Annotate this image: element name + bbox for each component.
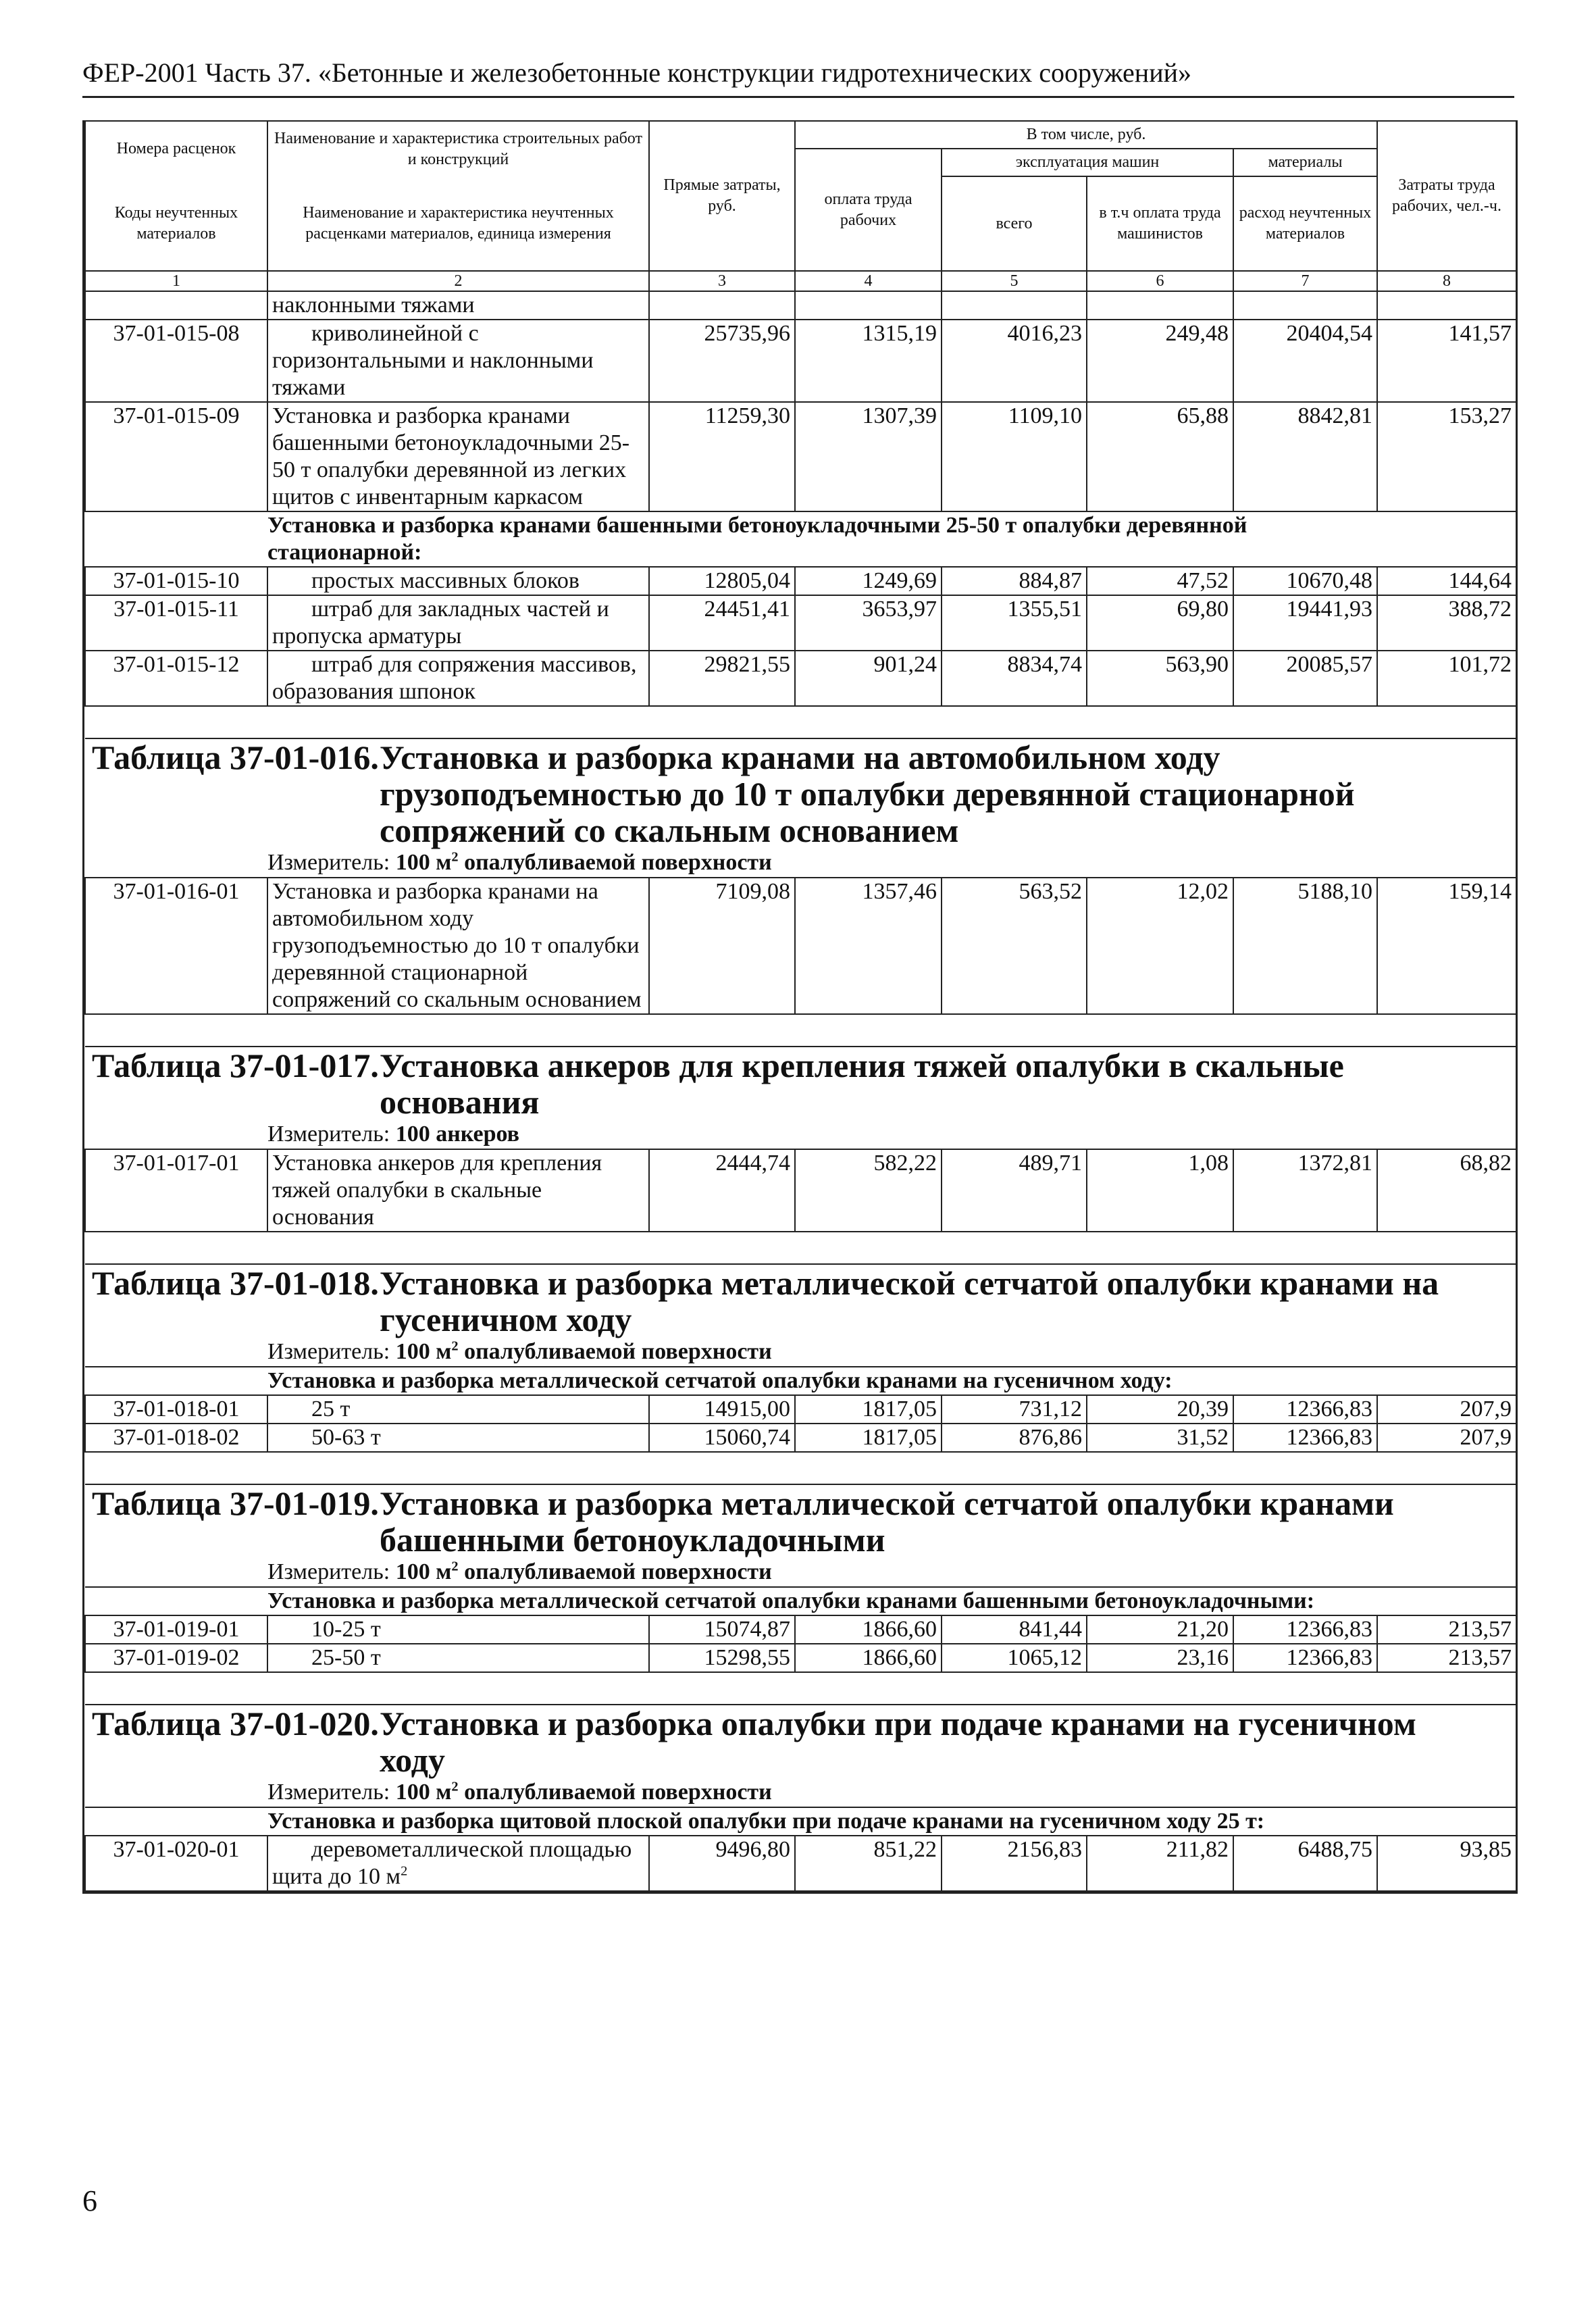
col-header-unaccounted-materials: расход неучтенных материалов [1233,176,1377,271]
table-row [85,1395,1516,1424]
table-row [85,1149,1516,1232]
row-value: 1109,10 [942,402,1087,511]
table-row [85,320,1516,402]
measure-value: 100 анкеров [395,1122,520,1147]
measure-tail: опалубливаемой поверхности [464,1559,772,1585]
row-value: 1817,05 [795,1395,942,1424]
table-title-row [85,1047,1516,1120]
row-value: 1372,81 [1233,1149,1377,1232]
row-value: 19441,93 [1233,595,1377,651]
row-value: 5188,10 [1233,878,1377,1014]
group-title: Установка и разборка кранами башенными бетоноукладочными 25-50 т опалубки деревянной стационарной: [85,511,1516,567]
measure-row [85,1120,1516,1149]
table-row [85,567,1516,595]
group-title: Установка и разборка металлической сетчатой опалубки кранами на гусеничном ходу: [85,1367,1516,1395]
measure-value: 100 м [395,850,452,876]
measure-row [85,1558,1516,1587]
row-value: 31,52 [1087,1424,1233,1452]
row-name: 25-50 т [267,1644,649,1672]
row-name: Установка и разборка кранами на автомобильном ходу грузоподъемностью до 10 т опалубки деревянной стационарной сопряжений со скальным основанием [267,878,649,1014]
table-label: Таблица 37-01-018. [92,1264,379,1303]
row-value: 10670,48 [1233,567,1377,595]
row-value: 47,52 [1087,567,1233,595]
table-title [92,1047,1516,1120]
page-header-title: ФЕР-2001 Часть 37. «Бетонные и железобетонные конструкции гидротехнических сооружений» [82,57,1192,88]
row-code: 37-01-019-01 [85,1615,267,1644]
col-header-machinist-wages: в т.ч оплата труда машинистов [1087,176,1233,271]
row-code: 37-01-015-10 [85,567,267,595]
row-value: 6488,75 [1233,1836,1377,1891]
row-value: 12366,83 [1233,1395,1377,1424]
row-name: 50-63 т [267,1424,649,1452]
row-value: 582,22 [795,1149,942,1232]
row-value: 15298,55 [649,1644,795,1672]
row-code: 37-01-018-02 [85,1424,267,1452]
column-number: 1 [85,271,267,291]
table-title-text: Установка и разборка кранами на автомобильном ходу грузоподъемностью до 10 т опалубки деревянной стационарной сопряжений со скальным основанием [380,738,1355,850]
row-value: 731,12 [942,1395,1087,1424]
row-value: 1866,60 [795,1615,942,1644]
table-title-text: Установка и разборка металлической сетчатой опалубки кранами башенными бетоноукладочными [380,1484,1394,1559]
row-value: 153,27 [1377,402,1516,511]
row-value: 159,14 [1377,878,1516,1014]
row-code: 37-01-015-12 [85,651,267,706]
column-number: 7 [1233,271,1377,291]
table-row [85,651,1516,706]
measure-sup: 2 [451,1780,459,1795]
measure-tail: опалубливаемой поверхности [464,850,772,876]
table-label: Таблица 37-01-016. [92,738,379,777]
measure-label: Измеритель: [267,1559,390,1585]
row-value: 12805,04 [649,567,795,595]
row-code: 37-01-017-01 [85,1149,267,1232]
row-value: 93,85 [1377,1836,1516,1891]
row-code: 37-01-020-01 [85,1836,267,1891]
row-value: 15060,74 [649,1424,795,1452]
row-value: 901,24 [795,651,942,706]
row-value: 144,64 [1377,567,1516,595]
table-label: Таблица 37-01-017. [92,1047,379,1085]
row-value: 12366,83 [1233,1644,1377,1672]
row-name: криволинейной с горизонтальными и наклонными тяжами [267,320,649,402]
row-name-text: деревометаллической площадью щита до 10 м [272,1837,632,1890]
row-value: 1307,39 [795,402,942,511]
group-title: Установка и разборка щитовой плоской опалубки при подаче кранами на гусеничном ходу 25 т: [85,1807,1516,1836]
row-name: простых массивных блоков [267,567,649,595]
column-number: 5 [942,271,1087,291]
measure-label: Измеритель: [267,850,390,876]
table-title [92,1705,1516,1778]
row-name [267,1836,649,1891]
row-code: 37-01-015-09 [85,402,267,511]
column-number: 8 [1377,271,1516,291]
measure-sup: 2 [451,1339,459,1355]
row-name: Установка и разборка кранами башенными бетоноукладочными 25-50 т опалубки деревянной из легких щитов с инвентарным каркасом [267,402,649,511]
row-value: 211,82 [1087,1836,1233,1891]
row-code: 37-01-019-02 [85,1644,267,1672]
measure-row [85,849,1516,878]
row-value: 101,72 [1377,651,1516,706]
row-value: 29821,55 [649,651,795,706]
row-value: 14915,00 [649,1395,795,1424]
row-value: 8834,74 [942,651,1087,706]
row-value: 20085,57 [1233,651,1377,706]
group-row [85,1367,1516,1395]
col-header-machines: эксплуатация машин [942,149,1233,176]
row-value: 8842,81 [1233,402,1377,511]
row-value: 9496,80 [649,1836,795,1891]
row-value: 207,9 [1377,1424,1516,1452]
table-title [92,739,1516,849]
row-value: 489,71 [942,1149,1087,1232]
group-row [85,1587,1516,1615]
table-title-text: Установка и разборка металлической сетчатой опалубки кранами на гусеничном ходу [380,1264,1439,1339]
row-value: 3653,97 [795,595,942,651]
row-value: 69,80 [1087,595,1233,651]
row-value: 2156,83 [942,1836,1087,1891]
measure-tail: опалубливаемой поверхности [464,1339,772,1365]
table-row [85,878,1516,1014]
row-value: 213,57 [1377,1644,1516,1672]
table-title-row [85,738,1516,849]
measure-row [85,1338,1516,1367]
row-value: 1,08 [1087,1149,1233,1232]
row-name: штраб для сопряжения массивов, образования шпонок [267,651,649,706]
group-row [85,511,1516,567]
table-label: Таблица 37-01-020. [92,1705,379,1743]
row-value: 25735,96 [649,320,795,402]
row-value: 7109,08 [649,878,795,1014]
row-name: 25 т [267,1395,649,1424]
measure-value: 100 м [395,1559,452,1585]
row-name: штраб для закладных частей и пропуска арматуры [267,595,649,651]
measure-sup: 2 [451,1559,459,1575]
row-value: 1355,51 [942,595,1087,651]
col-header-unaccounted-name: Наименование и характеристика неучтенных расценками материалов, единица измерения [267,176,649,271]
row-value: 388,72 [1377,595,1516,651]
measure-value: 100 м [395,1339,452,1365]
row-value: 876,86 [942,1424,1087,1452]
table-label: Таблица 37-01-019. [92,1484,379,1523]
col-header-name: Наименование и характеристика строительных работ и конструкций [267,121,649,176]
row-value: 65,88 [1087,402,1233,511]
table-row [85,1644,1516,1672]
row-value: 841,44 [942,1615,1087,1644]
measure-value: 100 м [395,1780,452,1805]
row-code: 37-01-016-01 [85,878,267,1014]
row-value: 563,52 [942,878,1087,1014]
row-value: 1866,60 [795,1644,942,1672]
row-name: наклонными тяжами [267,291,649,320]
col-header-unaccounted-codes: Коды неучтенных материалов [85,176,267,271]
row-value: 20404,54 [1233,320,1377,402]
group-row [85,1807,1516,1836]
row-value: 2444,74 [649,1149,795,1232]
table-title-row [85,1705,1516,1778]
row-value: 4016,23 [942,320,1087,402]
measure-label: Измеритель: [267,1339,390,1365]
row-code: 37-01-015-11 [85,595,267,651]
group-title: Установка и разборка металлической сетчатой опалубки кранами башенными бетоноукладочными: [85,1587,1516,1615]
row-value: 15074,87 [649,1615,795,1644]
row-value: 68,82 [1377,1149,1516,1232]
row-code: 37-01-018-01 [85,1395,267,1424]
row-value: 1249,69 [795,567,942,595]
row-value: 249,48 [1087,320,1233,402]
table-title-row [85,1264,1516,1338]
row-value: 24451,41 [649,595,795,651]
table-row [85,402,1516,511]
table-row [85,291,1516,320]
table-row [85,1836,1516,1891]
row-value: 1315,19 [795,320,942,402]
col-header-codes: Номера расценок [85,121,267,176]
row-value: 213,57 [1377,1615,1516,1644]
measure-sup: 2 [451,850,459,865]
col-header-direct-costs: Прямые затраты, руб. [649,121,795,271]
col-header-including: В том числе, руб. [795,121,1377,149]
row-name: 10-25 т [267,1615,649,1644]
measure-tail: опалубливаемой поверхности [464,1780,772,1805]
column-number: 3 [649,271,795,291]
column-number: 4 [795,271,942,291]
table-title-text: Установка анкеров для крепления тяжей опалубки в скальные основания [380,1047,1344,1122]
table-row [85,1424,1516,1452]
table-title [92,1265,1516,1338]
measure-row [85,1778,1516,1807]
table-title-row [85,1484,1516,1558]
row-value: 563,90 [1087,651,1233,706]
column-numbers-row [85,271,1516,291]
row-value: 21,20 [1087,1615,1233,1644]
row-value: 851,22 [795,1836,942,1891]
measure-label: Измеритель: [267,1122,390,1147]
row-code: 37-01-015-08 [85,320,267,402]
column-number: 2 [267,271,649,291]
table-row [85,1615,1516,1644]
row-value: 20,39 [1087,1395,1233,1424]
row-value: 12,02 [1087,878,1233,1014]
row-name-sup: 2 [401,1864,408,1880]
row-value: 11259,30 [649,402,795,511]
row-value: 1357,46 [795,878,942,1014]
row-value: 141,57 [1377,320,1516,402]
column-number: 6 [1087,271,1233,291]
row-value: 207,9 [1377,1395,1516,1424]
row-name: Установка анкеров для крепления тяжей опалубки в скальные основания [267,1149,649,1232]
row-value: 23,16 [1087,1644,1233,1672]
col-header-wages: оплата труда рабочих [795,149,942,271]
price-table [82,120,1518,1894]
row-value: 12366,83 [1233,1424,1377,1452]
page-number: 6 [82,2184,97,2217]
header-rule [82,96,1514,98]
row-value: 884,87 [942,567,1087,595]
row-value: 12366,83 [1233,1615,1377,1644]
col-header-machines-total: всего [942,176,1087,271]
row-value: 1817,05 [795,1424,942,1452]
col-header-labor: Затраты труда рабочих, чел.-ч. [1377,121,1516,271]
table-header [85,121,1516,291]
table-row [85,595,1516,651]
measure-label: Измеритель: [267,1780,390,1805]
table-title [92,1485,1516,1558]
row-value: 1065,12 [942,1644,1087,1672]
table-title-text: Установка и разборка опалубки при подаче кранами на гусеничном ходу [380,1705,1416,1780]
col-header-materials: материалы [1233,149,1377,176]
